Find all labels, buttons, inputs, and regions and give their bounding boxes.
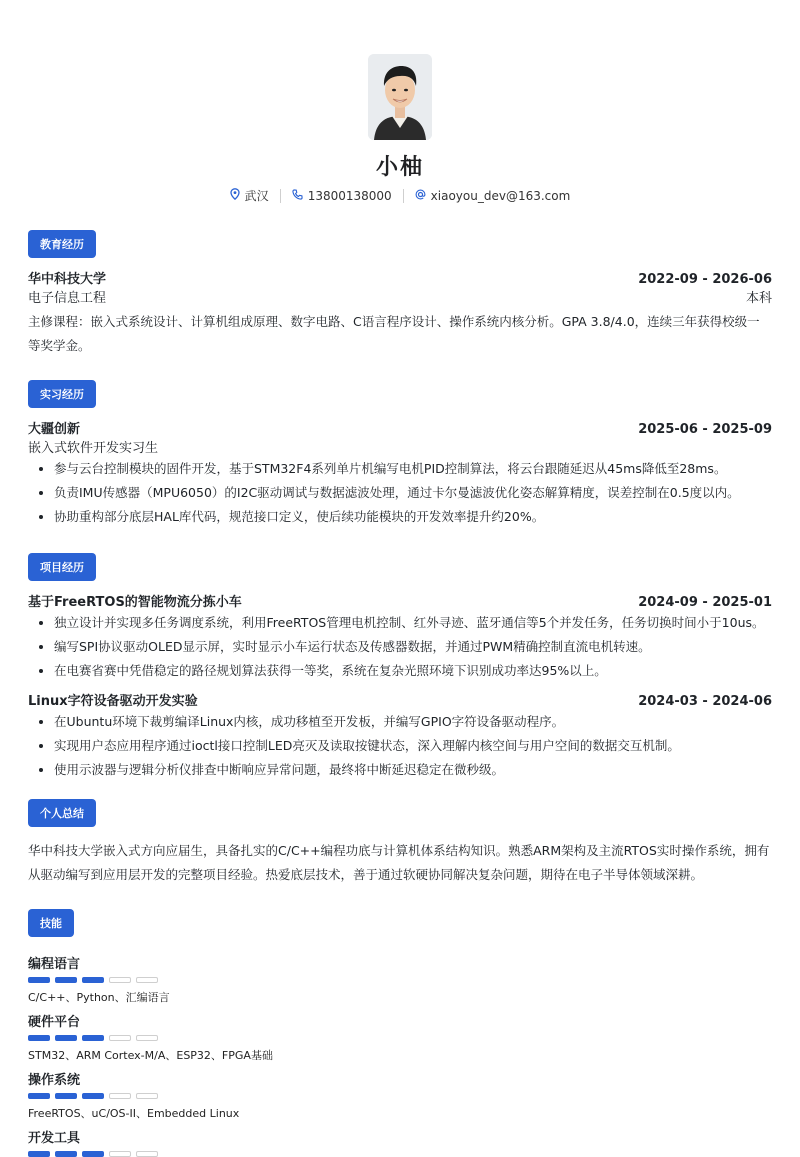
project-bullets: [28, 613, 772, 680]
skill-item: [28, 1069, 772, 1121]
project-date: 2024-03 - 2024-06: [638, 694, 772, 709]
projects-section: [28, 531, 772, 779]
skill-level-segment: [136, 1035, 158, 1041]
skill-level-segment: [109, 1035, 131, 1041]
skill-level-segment: [82, 1151, 104, 1157]
skill-name: 开发工具: [28, 1131, 81, 1146]
school-name: 华中科技大学: [28, 272, 107, 287]
skill-item: [28, 1127, 772, 1157]
education-row: [28, 268, 772, 287]
education-description: 主修课程：嵌入式系统设计、计算机组成原理、数字电路、C语言程序设计、操作系统内核分析。GPA 3.8/4.0，连续三年获得校级一等奖学金。: [28, 314, 760, 353]
internship-row: [28, 418, 772, 437]
section-title-summary: 个人总结: [28, 799, 96, 827]
internship-bullets: [28, 459, 772, 526]
list-item: • 协助重构部分底层HAL库代码，规范接口定义，使后续功能模块的开发效率提升约20%。: [54, 507, 772, 526]
list-item: • 实现用户态应用程序通过ioctl接口控制LED亮灭及读取按键状态，深入理解内核空间与用户空间的数据交互机制。: [54, 736, 772, 755]
skill-level-segment: [55, 1035, 77, 1041]
summary-section: [28, 785, 772, 887]
list-item: • 编写SPI协议驱动OLED显示屏，实时显示小车运行状态及传感器数据，并通过PWM精确控制直流电机转速。: [54, 637, 772, 656]
section-title-skills: 技能: [28, 909, 74, 937]
skill-level-segment: [28, 1093, 50, 1099]
list-item: • 在Ubuntu环境下裁剪编译Linux内核，成功移植至开发板，并编写GPIO字符设备驱动程序。: [54, 712, 772, 731]
skill-name: 操作系统: [28, 1073, 81, 1088]
project-name: Linux字符设备驱动开发实验: [28, 694, 198, 709]
avatar: [368, 54, 432, 140]
skill-item: [28, 953, 772, 1005]
location-text: 武汉: [244, 189, 269, 203]
degree: 本科: [745, 291, 772, 306]
skill-description: STM32、ARM Cortex-M/A、ESP32、FPGA基础: [28, 1049, 273, 1062]
resume-header: [28, 0, 772, 204]
skill-level-bar: [28, 1035, 772, 1041]
project-row: [28, 690, 772, 709]
summary-text: 华中科技大学嵌入式方向应届生，具备扎实的C/C++编程功底与计算机体系结构知识。熟悉ARM架构及主流RTOS实时操作系统，拥有从驱动编写到应用层开发的完整项目经验。热爱底层技术，善于通过软硬协同解决复杂问题，期待在电子半导体领域深耕。: [28, 843, 770, 882]
skill-level-bar: [28, 1093, 772, 1099]
skill-level-segment: [55, 977, 77, 983]
skill-level-segment: [136, 1093, 158, 1099]
skill-level-segment: [28, 1035, 50, 1041]
skill-level-segment: [109, 1151, 131, 1157]
skill-level-segment: [82, 1093, 104, 1099]
list-item: • 独立设计并实现多任务调度系统，利用FreeRTOS管理电机控制、红外寻迹、蓝牙通信等5个并发任务，任务切换时间小于10us。: [54, 613, 772, 632]
skill-level-segment: [136, 1151, 158, 1157]
skill-description: FreeRTOS、uC/OS-II、Embedded Linux: [28, 1107, 240, 1120]
list-item: • 参与云台控制模块的固件开发，基于STM32F4系列单片机编写电机PID控制算法，将云台跟随延迟从45ms降低至28ms。: [54, 459, 772, 478]
list-item: • 在电赛省赛中凭借稳定的路径规划算法获得一等奖，系统在复杂光照环境下识别成功率达95%以上。: [54, 661, 772, 680]
contact-location: [219, 187, 280, 204]
email-icon: [415, 189, 426, 203]
skill-level-segment: [55, 1093, 77, 1099]
skill-description: C/C++、Python、汇编语言: [28, 991, 170, 1004]
list-item: • 使用示波器与逻辑分析仪排查中断响应异常问题，最终将中断延迟稳定在微秒级。: [54, 760, 772, 779]
skill-level-segment: [82, 1035, 104, 1041]
internship-date: 2025-06 - 2025-09: [638, 422, 772, 437]
skill-name: 编程语言: [28, 957, 81, 972]
education-major-row: [28, 287, 772, 306]
skill-level-bar: [28, 977, 772, 983]
major: 电子信息工程: [28, 291, 107, 306]
skill-level-segment: [55, 1151, 77, 1157]
education-date: 2022-09 - 2026-06: [638, 272, 772, 287]
project-item: [28, 690, 772, 779]
skill-level-segment: [109, 1093, 131, 1099]
skills-section: [28, 887, 772, 1157]
avatar-portrait-icon: [368, 54, 432, 140]
skill-name: 硬件平台: [28, 1015, 81, 1030]
project-bullets: [28, 712, 772, 779]
skill-level-segment: [136, 977, 158, 983]
phone-icon: [292, 189, 303, 203]
section-title-projects: 项目经历: [28, 553, 96, 581]
project-date: 2024-09 - 2025-01: [638, 595, 772, 610]
section-title-education: 教育经历: [28, 230, 96, 258]
list-item: • 负责IMU传感器（MPU6050）的I2C驱动调试与数据滤波处理，通过卡尔曼滤波优化姿态解算精度，误差控制在0.5度以内。: [54, 483, 772, 502]
company-name: 大疆创新: [28, 422, 81, 437]
skill-level-segment: [82, 977, 104, 983]
project-row: [28, 591, 772, 610]
project-name: 基于FreeRTOS的智能物流分拣小车: [28, 595, 242, 610]
skill-level-segment: [28, 1151, 50, 1157]
skill-level-bar: [28, 1151, 772, 1157]
location-icon: [230, 188, 240, 203]
contact-phone: [281, 189, 403, 203]
internship-section: [28, 358, 772, 526]
skill-item: [28, 1011, 772, 1063]
skills-list: [28, 953, 772, 1157]
contact-email: [404, 189, 582, 203]
education-section: [28, 204, 772, 358]
skill-level-segment: [109, 977, 131, 983]
section-title-internship: 实习经历: [28, 380, 96, 408]
internship-role: 嵌入式软件开发实习生: [28, 441, 159, 456]
email-text: xiaoyou_dev@163.com: [430, 188, 571, 203]
candidate-name: 小柚: [375, 155, 424, 180]
project-item: [28, 591, 772, 680]
contact-info: [28, 187, 772, 204]
phone-text: 13800138000: [307, 188, 392, 203]
skill-level-segment: [28, 977, 50, 983]
